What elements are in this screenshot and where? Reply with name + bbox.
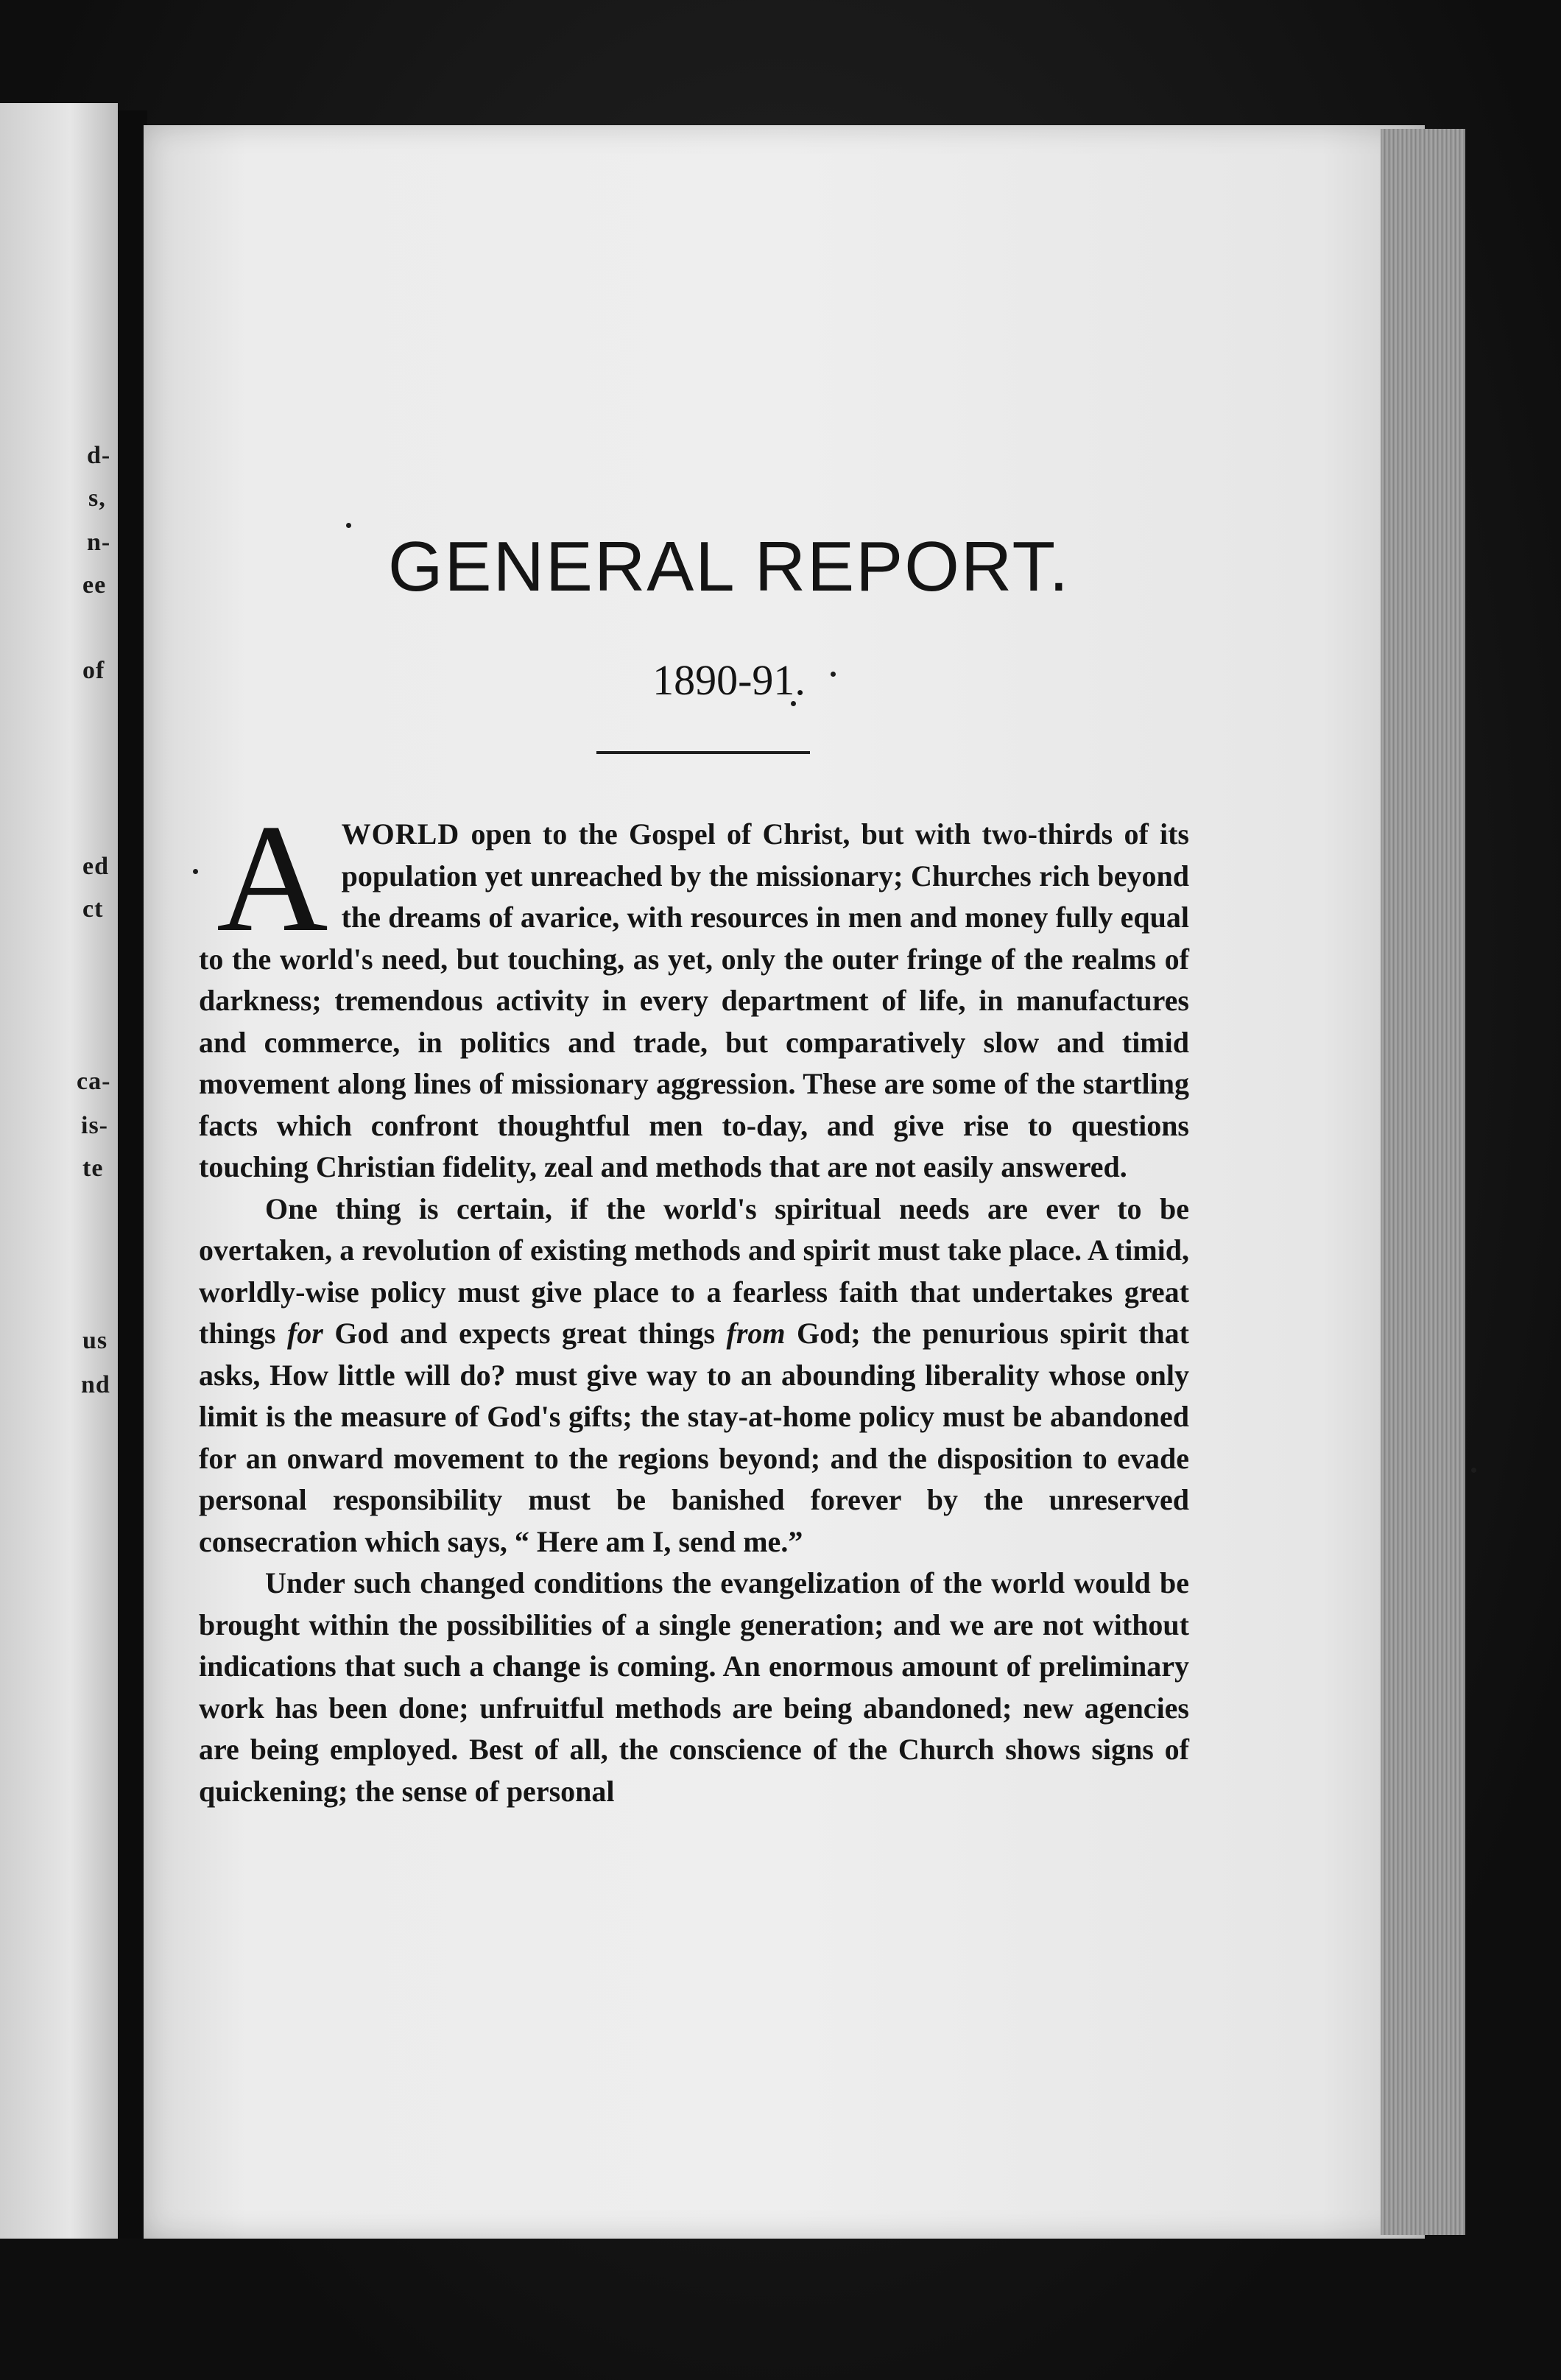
paragraph-3: Under such changed conditions the evangelization of the world would be brought within the possibilities of a single generation; and we are not without indications that such a change is coming. An enormous amount of preliminary work has been done; unfruitful methods are being abandoned; new agencies are being employed. Best of all, the conscience of the Church shows signs of quickening; the sense of personal — [199, 1566, 1189, 1808]
left-fragment: ca- — [77, 1068, 111, 1095]
left-fragment: te — [82, 1155, 104, 1182]
left-fragment: of — [82, 657, 105, 684]
paragraph-1-text: open to the Gospel of Christ, but with two-thirds of its population yet unreached by the missionary; Churches rich beyond the dreams of avarice, with resources in men and money fully equal to the world's need, but touching, as yet, only the outer fringe of the realms of darkness; tremendous activity in every department of life, in manufactures and commerce, in politics and trade, but comparatively slow and timid movement along lines of missionary aggression. These are some of the startling facts which confront thoughtful men to-day, and give rise to questions touching Christian fidelity, zeal and methods that are not easily answered. — [199, 817, 1189, 1183]
paragraph-2-text-b: God and expects great things — [323, 1317, 727, 1350]
left-fragment: ed — [82, 853, 109, 880]
left-fragment: nd — [81, 1371, 110, 1398]
title-rule — [596, 751, 810, 754]
report-body — [199, 793, 1190, 1812]
left-fragment: n- — [87, 529, 111, 556]
lead-word: WORLD — [341, 817, 460, 851]
left-fragment: is- — [81, 1112, 108, 1139]
left-fragment: d- — [87, 442, 111, 469]
italic-for: for — [286, 1317, 323, 1350]
italic-from: from — [726, 1317, 786, 1350]
paragraph-2 — [199, 1189, 1189, 1563]
page-title: GENERAL REPORT. — [387, 527, 1071, 606]
report-year: 1890-91. — [652, 656, 806, 704]
left-fragment: ct — [82, 895, 104, 923]
paragraph-1 — [199, 793, 1189, 1189]
page-stack-edge — [1381, 129, 1465, 2235]
ink-speck — [193, 869, 198, 874]
left-fragment: ee — [82, 571, 107, 599]
book-gutter — [118, 110, 147, 2239]
ink-speck — [1471, 1468, 1476, 1473]
drop-cap: A — [216, 793, 328, 964]
left-fragment: us — [82, 1327, 108, 1354]
paragraph-2-text-c: God; the penurious spirit that asks, How little will do? must give way to an abounding liberality whose only limit is the measure of God's gifts; the stay-at-home policy must be abandoned for an onward movement to the regions beyond; and the disposition to evade personal responsibility must be banished forever by the unreserved consecration which says, “ Here am I, send me.” — [199, 1317, 1190, 1558]
previous-page-strip — [0, 103, 118, 2239]
left-fragment: s, — [88, 485, 106, 512]
paragraph-2-text-a: One thing is certain, if the world's spiritual needs are ever to be overtaken, a revolution of existing methods and spirit must take place. A timid, worldly-wise policy must give place to a fearless faith that undertakes great things — [199, 1191, 1189, 1350]
